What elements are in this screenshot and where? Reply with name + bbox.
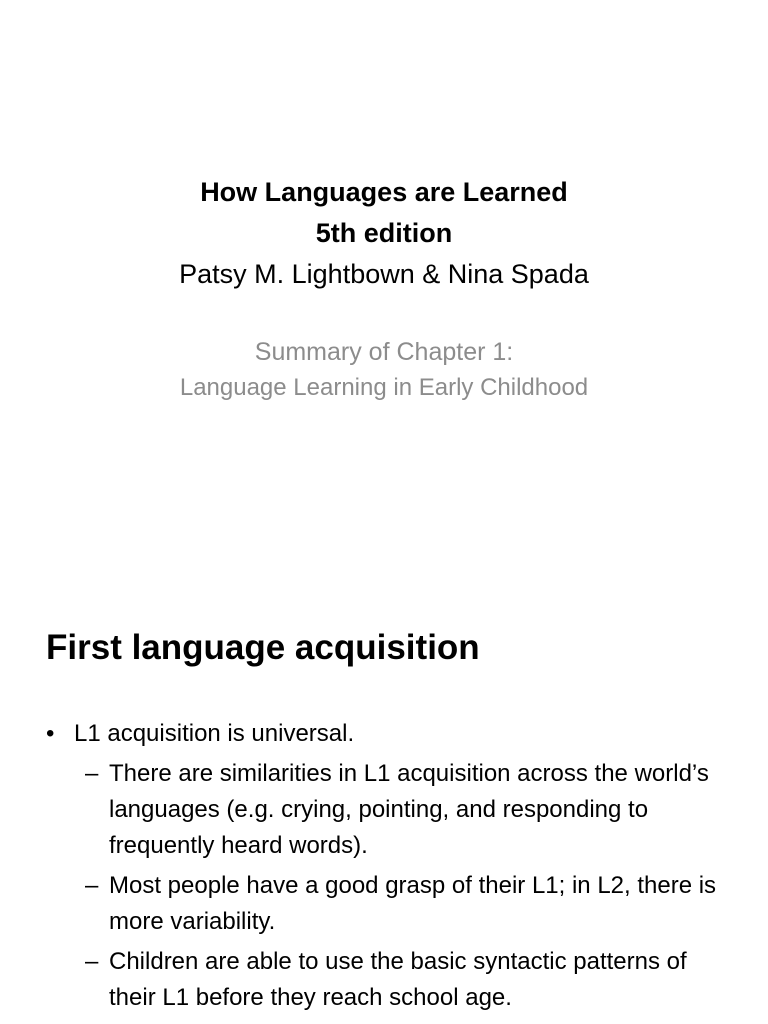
bullet-text: L1 acquisition is universal. — [74, 720, 355, 747]
authors: Patsy M. Lightbown & Nina Spada — [179, 259, 589, 289]
sub-bullet-item — [74, 868, 726, 940]
dash-marker: – — [85, 760, 99, 787]
edition-label: 5th edition — [315, 218, 453, 248]
bullet-item — [46, 716, 726, 1016]
sub-bullet-text: Children are able to use the basic syntactic patterns of their L1 before they reach school age. — [109, 948, 687, 1011]
book-title: How Languages are Learned — [200, 177, 568, 207]
slide-heading: First language acquisition — [46, 628, 480, 667]
title-block — [0, 172, 768, 295]
sub-bullet-item — [74, 944, 726, 1016]
chapter-label: Summary of Chapter 1: — [254, 338, 514, 366]
bullet-marker: • — [46, 720, 55, 747]
bullet-list — [46, 716, 726, 1016]
sub-bullet-text: Most people have a good grasp of their L1; in L2, there is more variability. — [109, 872, 717, 935]
chapter-title: Language Learning in Early Childhood — [179, 374, 589, 401]
sub-bullet-list — [74, 756, 726, 1016]
dash-marker: – — [85, 948, 99, 975]
dash-marker: – — [85, 872, 99, 899]
content-slide — [0, 576, 768, 1024]
subtitle-block — [0, 334, 768, 406]
sub-bullet-text: There are similarities in L1 acquisition across the world’s languages (e.g. crying, pointing, and responding to frequently heard words). — [109, 760, 709, 859]
sub-bullet-item — [74, 756, 726, 864]
